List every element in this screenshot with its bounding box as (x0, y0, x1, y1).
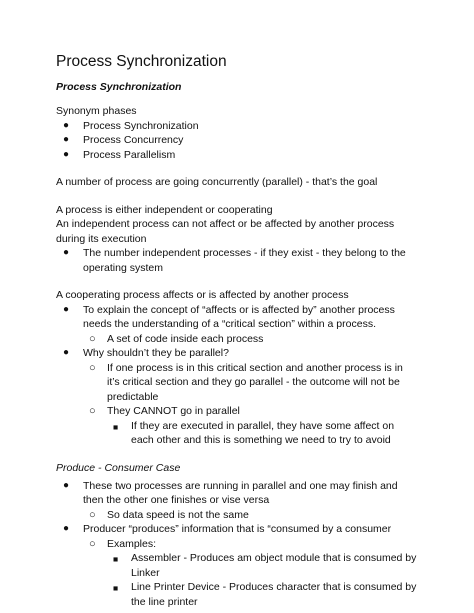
synonym-list (56, 119, 418, 163)
square-bullet-icon: ■ (113, 421, 119, 432)
produce-list (56, 479, 418, 610)
list-item: ● Process Parallelism (63, 148, 176, 161)
list-item: ■ If they are executed in parallel, they have some affect on each other and this is something we need to try to avoid (113, 419, 395, 446)
list-item: ● Process Concurrency (63, 134, 184, 146)
list-item: ○ So data speed is not the same (89, 508, 249, 521)
list-item: ● Process Synchronization (63, 119, 199, 132)
circle-bullet-icon: ○ (89, 405, 96, 417)
circle-bullet-icon: ○ (89, 537, 96, 550)
circle-bullet-icon: ○ (89, 332, 96, 345)
independent-line1: A process is either independent or cooperating (56, 203, 273, 216)
bullet-icon: ● (63, 119, 70, 131)
list-item: ● Why shouldn’t they be parallel? ○ If one process is in this critical section and another process is in it’s critical section and they go parallel - the outcome will not be predictable ○ They CANNOT go in parallel ■ If they are executed in parallel, they have some affect on each other and this is something we need to try to avoid (56, 346, 418, 448)
bullet-icon: ● (63, 148, 70, 160)
independent-list (56, 246, 418, 275)
list-item: ● The number independent processes - if they exist - they belong to the operating system (63, 247, 406, 274)
list-item: ○ Examples: ■ Assembler - Produces am object module that is consumed by Linker ■ Line Printer Device - Produces character that is consumed by the line printer (89, 537, 417, 608)
list-item: ● Producer “produces” information that is “consumed by a consumer ○ Examples: ■ Assembler - Produces am object module that is consumed by Linker ■ Line Printer Device - Produces character that is consumed by the line printer (63, 523, 417, 608)
square-bullet-icon: ■ (113, 583, 119, 593)
list-item: ● To explain the concept of “affects or is affected by” another process needs the understanding of a “critical section” within a process. ○ A set of code inside each process (56, 303, 418, 347)
cooperating-list (56, 303, 418, 448)
bullet-icon: ● (63, 247, 70, 258)
list-item: ■ Line Printer Device - Produces character that is consumed by the line printer (113, 581, 417, 608)
bullet-icon: ● (63, 523, 70, 534)
list-item: ● These two processes are running in parallel and one may finish and then the other one finishes or vise versa ○ So data speed is not the same (56, 479, 418, 523)
independent-line2: An independent process can not affect or be affected by another process during its execution (56, 218, 395, 245)
circle-bullet-icon: ○ (89, 508, 96, 521)
page-title: Process Synchronization (56, 53, 227, 70)
cooperating-heading: A cooperating process affects or is affected by another process (56, 289, 349, 301)
produce-heading: Produce - Consumer Case (56, 461, 181, 474)
bullet-icon: ● (63, 347, 70, 358)
circle-bullet-icon: ○ (89, 361, 96, 374)
list-item: ○ If one process is in this critical section and another process is in it’s critical section and they go parallel - the outcome will not be predictable (89, 361, 403, 403)
synonym-heading: Synonym phases (56, 105, 137, 117)
bullet-icon: ● (63, 479, 70, 491)
bullet-icon: ● (63, 134, 70, 145)
square-bullet-icon: ■ (113, 554, 119, 564)
list-item: ○ A set of code inside each process (89, 332, 264, 345)
concurrent-line: A number of process are going concurrently (parallel) - that’s the goal (56, 176, 378, 188)
bullet-icon: ● (63, 303, 70, 315)
list-item: ○ They CANNOT go in parallel ■ If they are executed in parallel, they have some affect on each other and this is something we need to try to avoid (83, 404, 418, 448)
list-item: ■ Assembler - Produces am object module that is consumed by Linker (113, 552, 417, 579)
section-subtitle: Process Synchronization (56, 81, 182, 93)
